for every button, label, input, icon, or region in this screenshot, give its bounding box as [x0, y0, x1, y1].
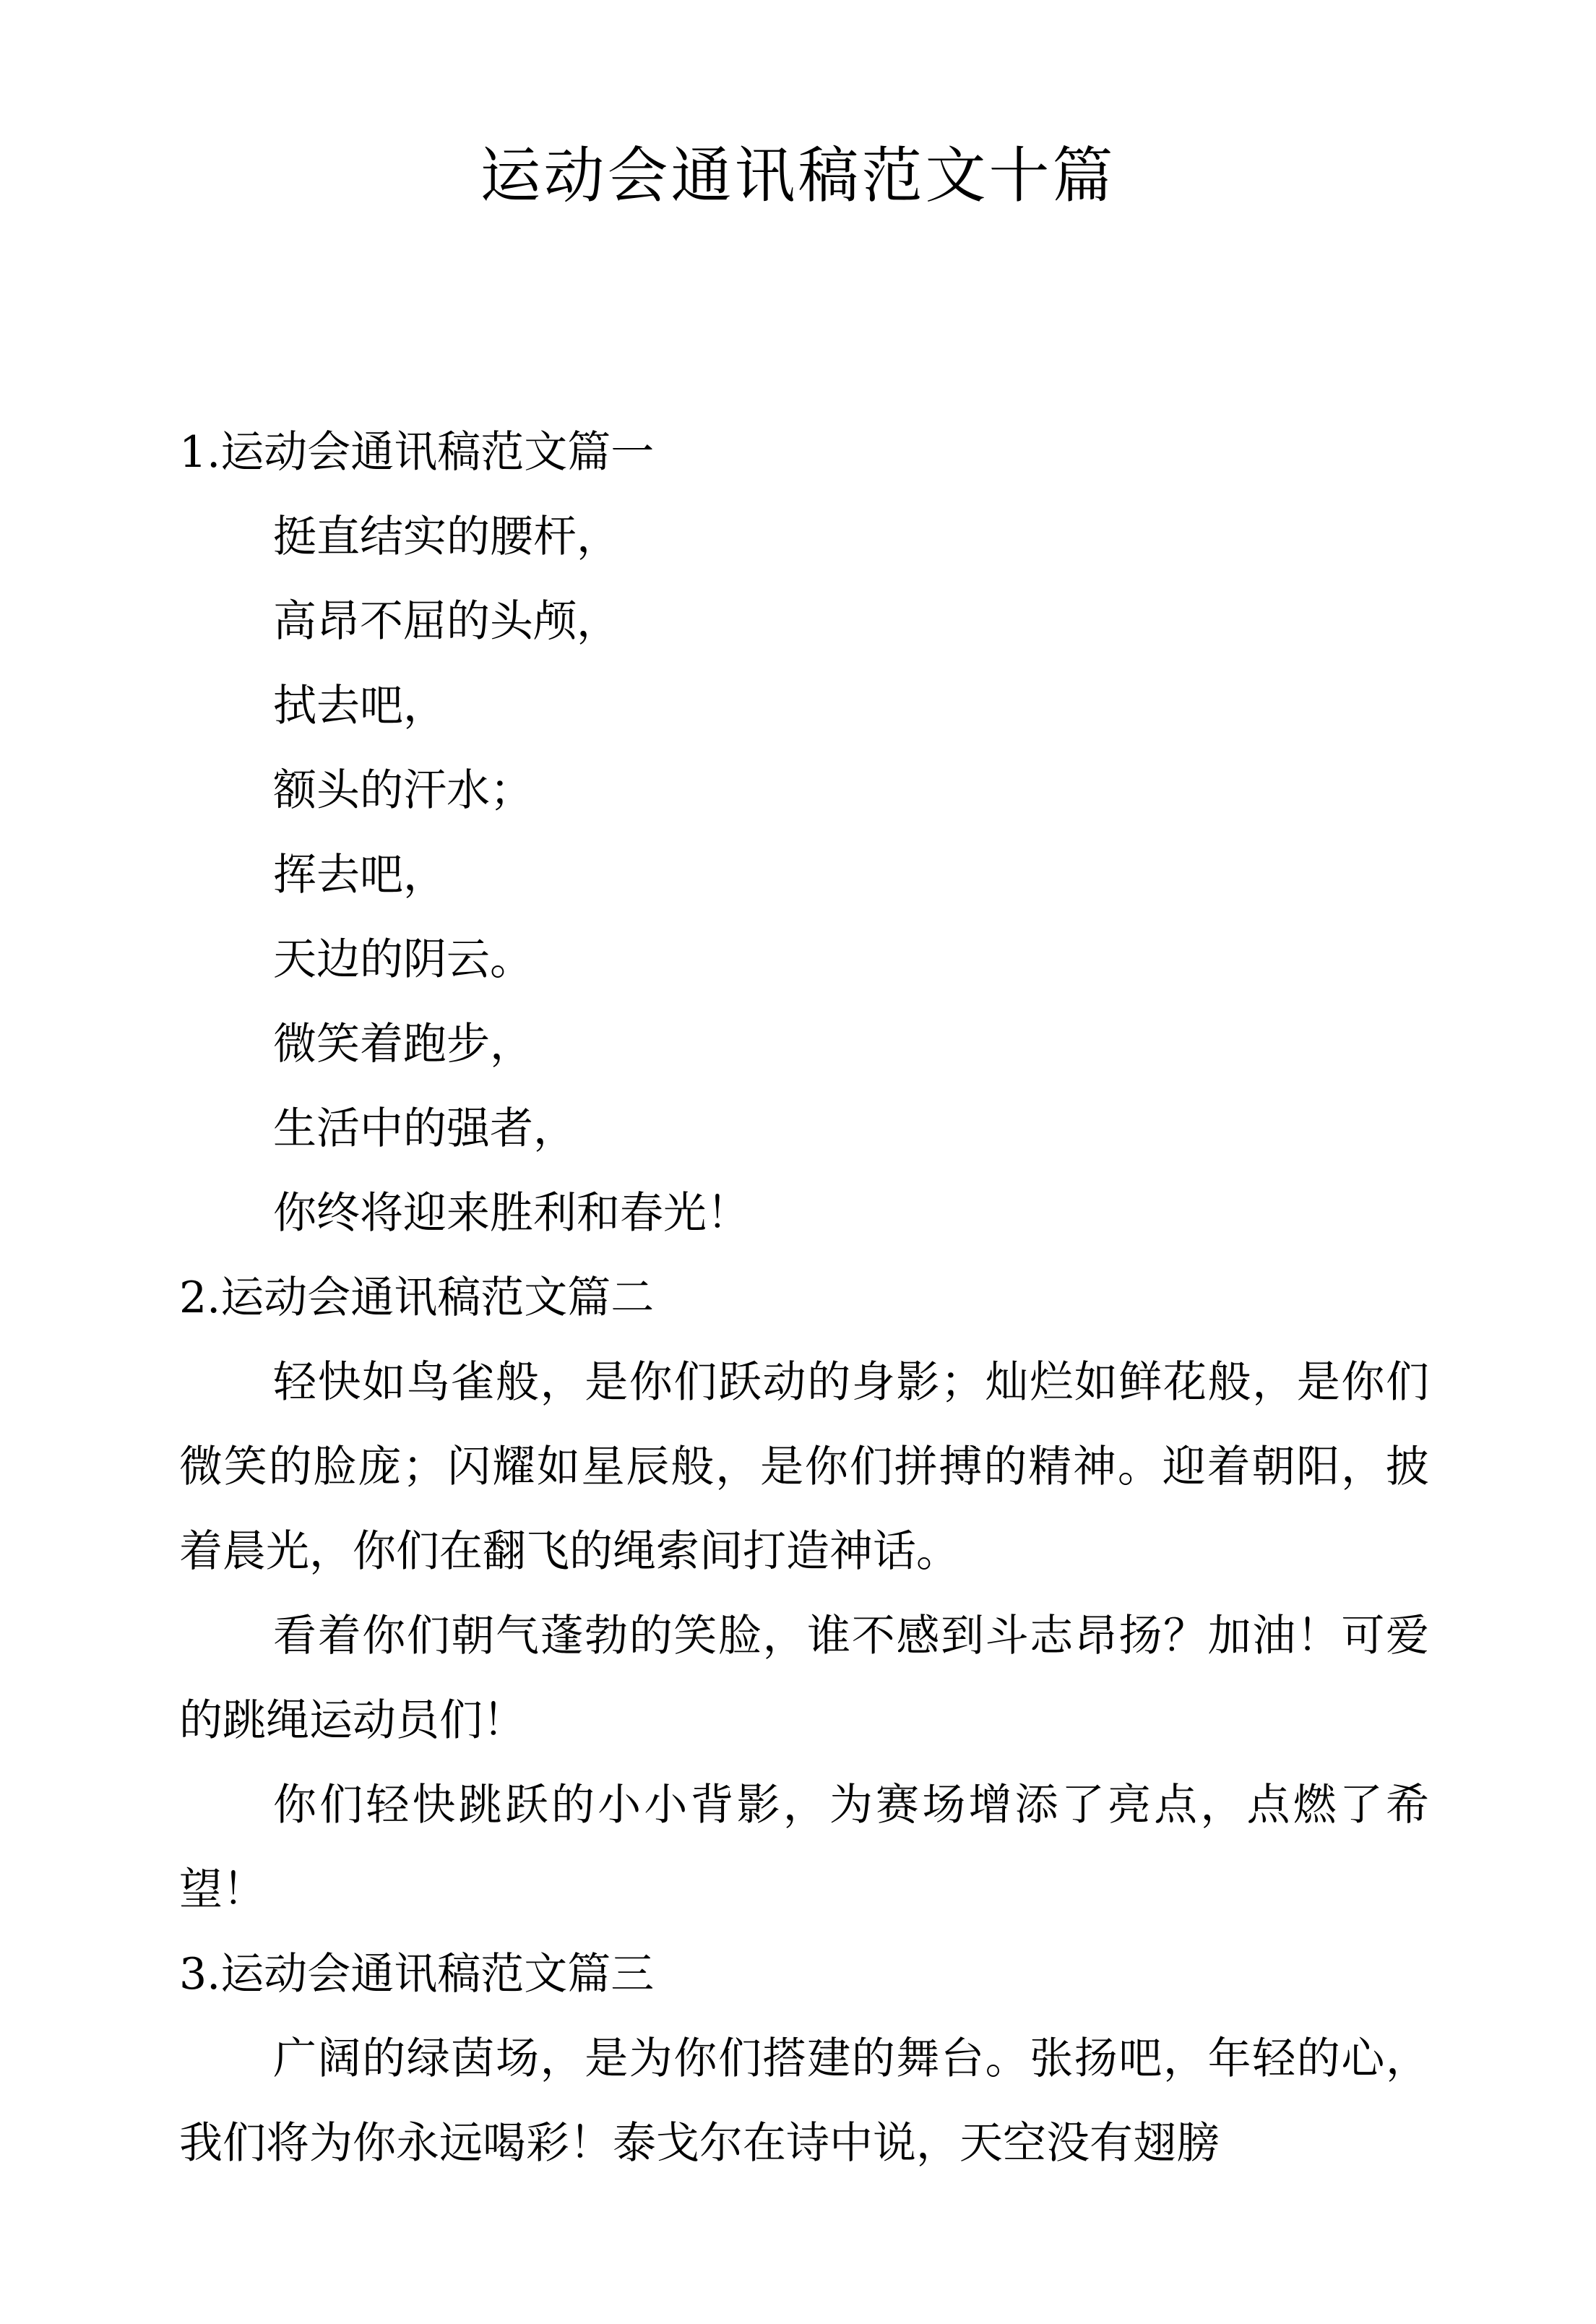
document-body	[179, 410, 1429, 2186]
paragraph: 看着你们朝气蓬勃的笑脸，谁不感到斗志昂扬？加油！可爱的跳绳运动员们！	[179, 1611, 1429, 1746]
poem-line: 挥去吧，	[273, 850, 447, 900]
poem-line: 生活中的强者，	[273, 1103, 577, 1154]
paragraph: 广阔的绿茵场，是为你们搭建的舞台。张扬吧，年轻的心，我们将为你永远喝彩！泰戈尔在诗中说，天空没有翅膀	[179, 2033, 1429, 2169]
poem-line: 挺直结实的腰杆，	[273, 512, 620, 562]
section-heading-2: 2.运动会通讯稿范文篇二	[179, 1273, 655, 1323]
page-title: 运动会通讯稿范文十篇	[480, 140, 1116, 211]
section-heading-3: 3.运动会通讯稿范文篇三	[179, 1949, 655, 2000]
poem-line: 高昂不屈的头颅，	[273, 596, 620, 647]
poem-line: 微笑着跑步，	[273, 1019, 533, 1070]
paragraph: 你们轻快跳跃的小小背影，为赛场增添了亮点，点燃了希望！	[179, 1780, 1429, 1915]
poem-line: 拭去吧，	[273, 681, 447, 731]
paragraph: 轻快如鸟雀般，是你们跃动的身影；灿烂如鲜花般，是你们微笑的脸庞；闪耀如星辰般，是你们拼搏的精神。迎着朝阳，披着晨光，你们在翻飞的绳索间打造神话。	[179, 1357, 1429, 1577]
section-heading-1: 1.运动会通讯稿范文篇一	[179, 427, 655, 478]
poem-line: 天边的阴云。	[273, 934, 533, 985]
poem-line: 你终将迎来胜利和春光！	[273, 1188, 750, 1239]
poem-line: 额头的汗水；	[273, 765, 533, 816]
